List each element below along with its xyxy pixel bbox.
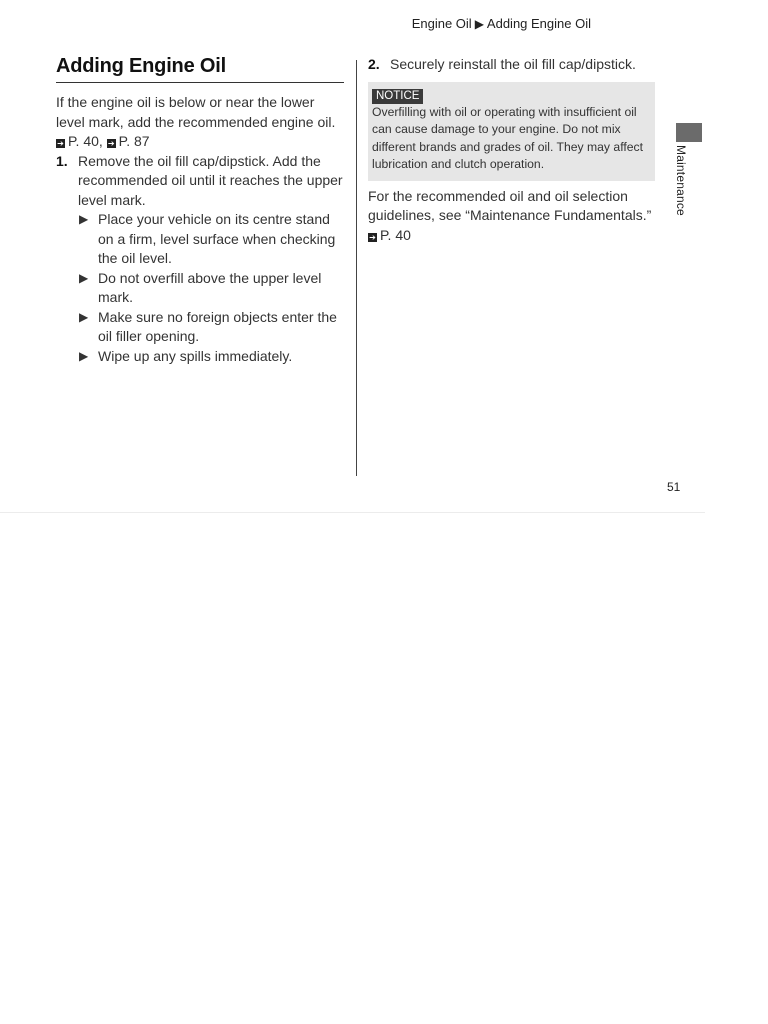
step-2 bbox=[368, 55, 656, 75]
cross-reference-icon: ➔ bbox=[369, 232, 376, 242]
step-number: 2. bbox=[368, 56, 380, 72]
intro-references: ➔ P. 40, ➔ P. 87 bbox=[57, 133, 150, 149]
bullet-arrow-icon: ▶ bbox=[79, 348, 89, 363]
bullet-text: Place your vehicle on its centre stand on a firm, level surface when checking the oil level. bbox=[98, 211, 336, 266]
section-tab-marker bbox=[676, 123, 702, 142]
page-bottom-edge bbox=[0, 512, 705, 513]
step-1 bbox=[56, 152, 344, 367]
reference-link[interactable]: P. 87 bbox=[118, 133, 150, 149]
page-number: 51 bbox=[667, 480, 681, 494]
section-tab-label: Maintenance bbox=[674, 145, 688, 216]
manual-page bbox=[0, 0, 705, 512]
breadcrumb-section: Engine Oil bbox=[411, 16, 472, 31]
right-column bbox=[368, 55, 656, 245]
column-divider bbox=[356, 60, 357, 476]
bullet-arrow-icon: ▶ bbox=[79, 212, 89, 226]
bullet-text: Wipe up any spills immediately. bbox=[98, 347, 293, 364]
intro-text: If the engine oil is below or near the lower level mark, add the recommended engine oil. bbox=[56, 94, 336, 130]
step-number: 1. bbox=[56, 152, 68, 169]
bullet-arrow-icon: ▶ bbox=[79, 270, 89, 285]
notice-label: NOTICE bbox=[372, 89, 423, 104]
step-1-bullets bbox=[78, 210, 344, 366]
page-title: Adding Engine Oil bbox=[56, 55, 344, 83]
list-item bbox=[78, 269, 344, 308]
oil-selection-reference bbox=[368, 226, 656, 246]
bullet-text: Do not overfill above the upper level mark. bbox=[98, 269, 322, 305]
oil-selection-paragraph bbox=[368, 187, 656, 246]
step-text: Securely reinstall the oil fill cap/dipstick. bbox=[390, 56, 636, 72]
cross-reference-icon: ➔ bbox=[107, 139, 115, 148]
intro-paragraph bbox=[56, 93, 344, 152]
step-text: Remove the oil fill cap/dipstick. Add the recommended oil until it reaches the upper level mark. bbox=[78, 152, 343, 208]
bullet-text: Make sure no foreign objects enter the oil filler opening. bbox=[98, 308, 337, 344]
breadcrumb bbox=[412, 16, 591, 31]
bullet-arrow-icon: ▶ bbox=[79, 309, 89, 324]
notice-text: Overfilling with oil or operating with insufficient oil can cause damage to your engine. Do not mix different brands and grades of oil. They may affect lubrication and clutch operation. bbox=[372, 104, 643, 171]
breadcrumb-subsection: Adding Engine Oil bbox=[486, 16, 591, 31]
reference-link[interactable]: P. 40 bbox=[380, 226, 411, 243]
cross-reference-icon: ➔ bbox=[57, 139, 64, 148]
list-item bbox=[78, 308, 344, 347]
oil-selection-text: For the recommended oil and oil selection guidelines, see “Maintenance Fundamentals.” bbox=[368, 187, 652, 223]
notice-box bbox=[368, 82, 655, 181]
list-item bbox=[78, 210, 344, 269]
list-item bbox=[78, 347, 344, 367]
left-column bbox=[56, 55, 344, 366]
reference-link[interactable]: P. 40 bbox=[68, 133, 99, 149]
breadcrumb-arrow-icon: ▶ bbox=[474, 17, 484, 31]
